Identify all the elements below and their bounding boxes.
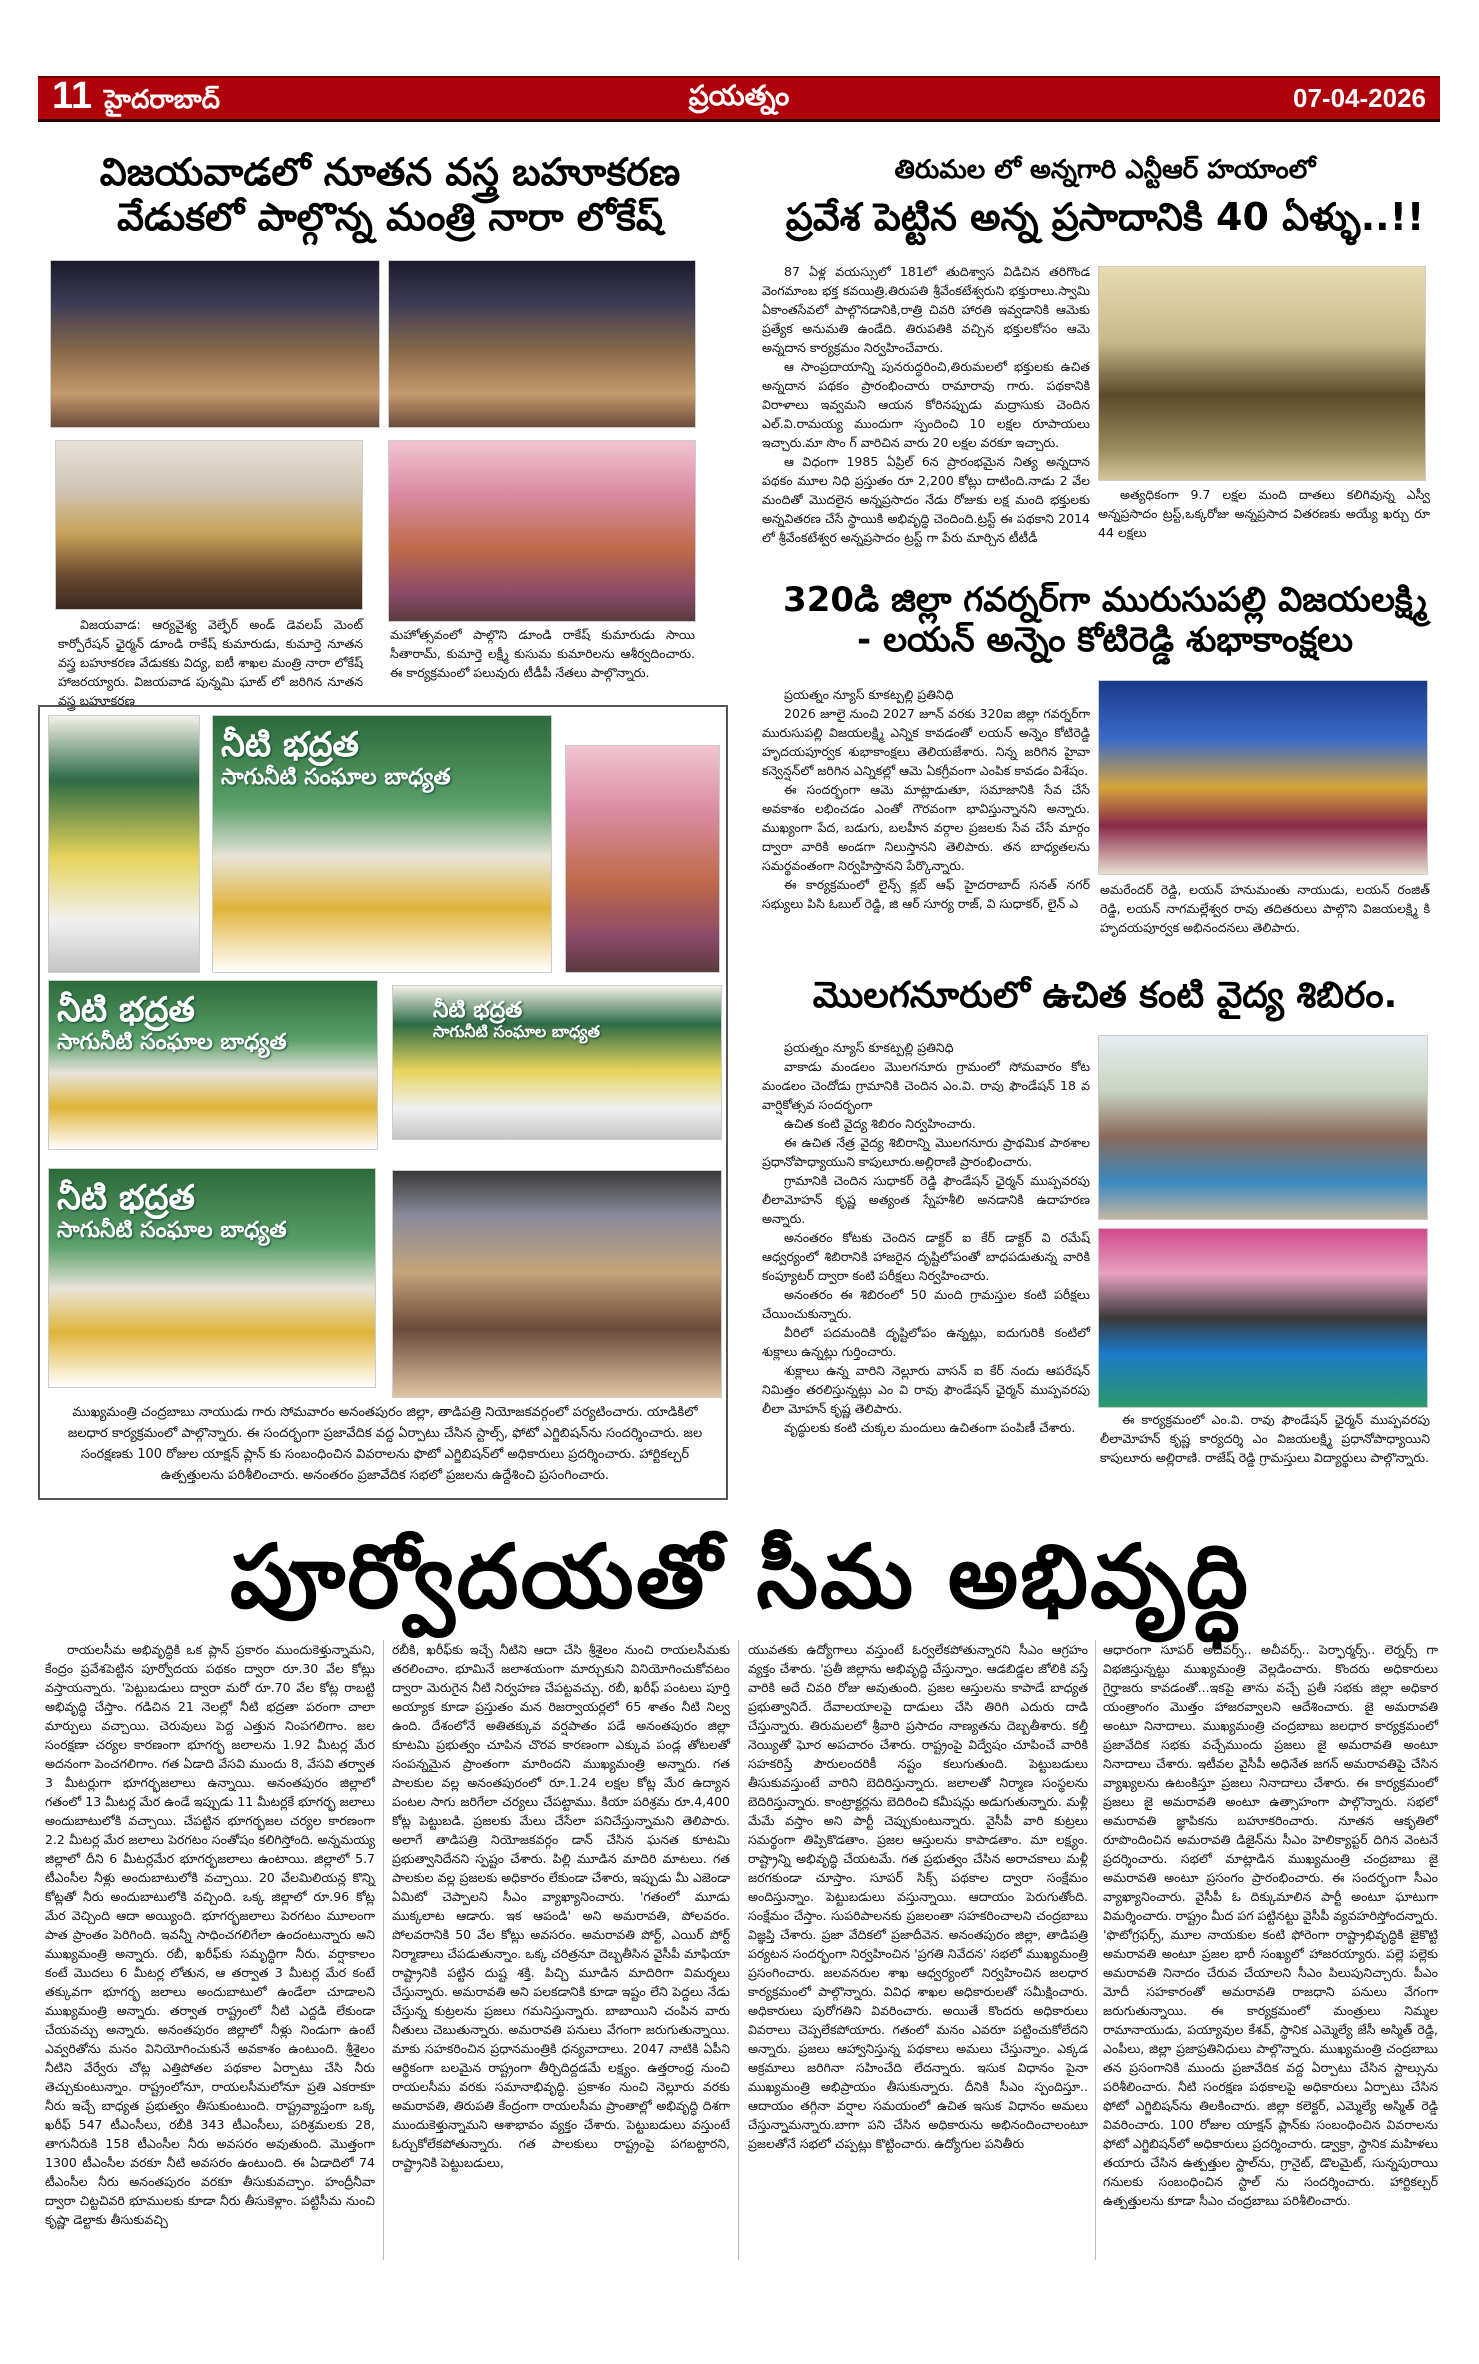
governor-photo-caption: అమరేందర్ రెడ్డి, లయన్ హనుమంతు నాయుడు, లయన్ రంజిత్ రెడ్డి, లయన్ నాగమల్లేశ్వర రావు తదితరులు పాల్గొని విజయలక్ష్మి కి హృదయపూర్వక అభినందనలు తెలిపారు. <box>1100 882 1430 935</box>
annaprasadam-kicker: తిరుమల లో అన్నగారి ఎన్టీఆర్ హయాంలో <box>894 155 1316 185</box>
lead-column-3: యువతకు ఉద్యోగాలు వస్తుంటే ఓర్వలేకపోతున్నారని సీఎం ఆగ్రహం వ్యక్తం చేశారు. 'ప్రతీ జిల్లాను అభివృద్ధి చేస్తున్నాం. ఆడబిడ్డల జోలికి వస్తే వారికి అదే చివరి రోజు అవుతుంది. ప్రజల ఆస్తులను కాపాడే బాధ్యత ప్రభుత్వానిదే. దేవాలయాలపై దాడులు చేసి తిరిగి ఎదురు దాడి చేస్తున్నారు. తిరుమలలో శ్రీవారి ప్రసాదం నాణ్యతను దెబ్బతీశారు. కల్తీ నెయ్యితో ఘోర అపచారం చేశారు. రాష్ట్రంపై విద్వేషం చూపించే వారికి సహకరిస్తే పౌరులందరికీ నష్టం కలుగుతుంది. పెట్టుబడులు తీసుకువస్తుంటే వారిని బెదిరిస్తున్నారు. జలాలతో నిర్మాణ సంస్థలను బెదిరిస్తున్నారు. కాంట్రాక్టర్లను బెదిరించి కమీషన్లు అడుగుతున్నారు. మళ్లీ మేమే వస్తాం అని పార్టీ చెప్పుకుంటున్నారు. వైసీపీ వారి కుట్రలు సమర్థంగా తిప్పికొడతాం. ప్రజల ఆస్తులను కాపాడతాం. మా లక్ష్యం. రాష్ట్రాన్ని అభివృద్ధి చేయటమే. గత ప్రభుత్వం చేసిన అరాచకాలు మళ్లీ జరగకుండా చూస్తాం. సూపర్ సిక్స్ పథకాల ద్వారా సంక్షేమం అందిస్తున్నాం. పెట్టుబడులు వస్తున్నాయి. ఆదాయం పెరుగుతోంది. సంక్షేమం చేస్తాం. సుపరిపాలనకు ప్రజలంతా సహకరించాలని చంద్రబాబు విజ్ఞప్తి చేశారు. ప్రజా వేదికలో ప్రజాదీవెన. అనంతపురం జిల్లా, తాడిపత్రి పర్యటన సందర్భంగా నిర్వహించిన 'ప్రగతి నివేదన' సభలో ముఖ్యమంత్రి ప్రసంగించారు. జలవనరుల శాఖ ఆధ్వర్యంలో నిర్వహించిన జలధార కార్యక్రమంలో పాల్గొన్నారు. వివిధ శాఖల అధికారులతో సమీక్షించారు. అధికారులు పురోగతిని వివరించారు. అయితే కొందరు అధికారులు వివరాలు చెప్పలేకపోయారు. గతంలో మనం ఎవరూ పట్టించుకోలేదని అన్నారు. ప్రజలు ఆహ్వానిస్తున్న పథకాలు అమలు చేస్తున్నాం. ఎక్కడ అక్రమాలు జరిగినా సహించేది లేదన్నారు. ఇసుక విధానం పైనా ముఖ్యమంత్రి అభిప్రాయం తీసుకున్నారు. దీనికి సీఎం స్పందిస్తూ.. ఆదాయం తగ్గినా వర్షాల సమయంలో ఉచిత ఇసుక విధానం అమలు చేస్తున్నామన్నారు.బాగా పని చేసిన అధికారును అభినందించాలంటూ ప్రజలతోనే సభలో చప్పట్లు కొట్టించారు. ఉద్యోగుల పనితీరు <box>748 1642 1088 2151</box>
annaprasadam-body: 87 ఏళ్ల వయస్సులో 181లో తుదిశ్వాస విడిచిన తరిగొండ వెంగమాంబ భక్త కవయిత్రి.తిరుపతి శ్రీవేంకటేశ్వరుని భక్తురాలు.స్వామి ఏకాంతసేవలో పాల్గొనడానికి,రాత్రి చివరి హారతి ఇవ్వడానికి ఆమెకు ప్రత్యేక అనుమతి ఉండేది. తిరుపతికి వచ్చిన భక్తులకోసం ఆమె అన్నదాన కార్యక్రమం నిర్వహించేవారు. ఆ సాంప్రదాయాన్ని పునరుద్ధరించి,తిరుమలలో భక్తులకు ఉచిత అన్నదాన పథకం ప్రారంభించారు రామారావు గారు. పథకానికి విరాళాలు ఇవ్వమని ఆయన కోరినప్పుడు మద్రాసుకు చెందిన ఎల్.వి.రామయ్య ముందుగా స్పందించి 10 లక్షల రూపాయలు ఇచ్చారు.మా సొం గ్ వారిచిన వారు 20 లక్షల వరకూ ఇచ్చారు. ఆ విధంగా 1985 ఏప్రిల్ 6న ప్రారంభమైన నిత్య అన్నదాన పథకం మూల నిధి ప్రస్తుతం రూ 2,200 కోట్లు దాటింది.నాడు 2 వేల మందితో మొదలైన అన్నప్రసాదం నేడు రోజుకు లక్ష మంది భక్తులకు అన్నవితరణ చేసే స్థాయికి అభివృద్ధి చెందింది.ట్రస్ట్ ఈ పథకాని 2014 లో శ్రీవేంకటేశ్వర అన్నప్రసాదం ట్రస్ట్ గా పేరు మార్చిన టీటీడీ <box>762 264 1090 545</box>
lokesh-caption-right: మహోత్సవంలో పాల్గొని డూండి రాకేష్ కుమారుడు సాయి సీతారామ్, కుమార్తె లక్ష్మీ కుసుమ కుమారిలను ఆశీర్వదించారు. ఈ కార్యక్రమంలో పలువురు టీడీపీ నేతలు పాల్గొన్నారు. <box>390 627 695 680</box>
lead-column-2: రబీకి, ఖరీఫ్‌కు ఇచ్చే నీటిని ఆదా చేసి శ్రీశైలం నుంచి రాయలసీమకు తరలించాం. భూమినే జలాశయంగా మార్చుకుని వినియోగించుకోవటం ద్వారా మెరుగైన నీటి నిర్వహణ చేపట్టవచ్చు. రబీ, ఖరీఫ్ పంటలు పూర్తి అయ్యాక కూడా ప్రస్తుతం మన రిజర్వాయర్లలో 65 శాతం నీటి నిల్వ ఉంది. దేశంలోనే అతితక్కువ వర్షపాతం పడే అనంతపురం జిల్లా కూటమి ప్రభుత్వం చూపిన చొరవ కారణంగా ఎక్కువ పండ్ల తోటలతో సంపన్నమైన ప్రాంతంగా మారిందని ముఖ్యమంత్రి అన్నారు. గత పాలకుల వల్ల అనంతపురంలో రూ.1.24 లక్షల కోట్ల మేర ఉద్యాన పంటల సాగు జరిగేలా చర్యలు చేపట్టాము. కియా పరిశ్రమ రూ.4,400 కోట్ల పెట్టుబడి. ప్రజలకు మేలు చేసేలా పనిచేస్తున్నామని తెలిపారు. అలాగే తాడిపత్రి నియోజకవర్గం డాన్ చేసిన ఘనత కూటమి ప్రభుత్వానిదేనని స్పష్టం చేశారు. పిల్లి మూడిన మాదిరి మాటలు. గత పాలకుల వల్ల ప్రజలకు అధికారం లేకుండా చేశారు, ఇప్పుడు మీ ఎజెండా ఏమిటో చెప్పాలని సీఎం వ్యాఖ్యానించారు. 'గతంలో మూడు ముక్కలాట ఆడారు. ఇక ఆపండి' అని అమరావతి, పోలవరం. పోలవరానికి 50 వేల కోట్లు అవసరం. అమరావతి పోర్ట్, ఎయిర్ పోర్ట్ నిర్మాణాలు చేపడుతున్నాం. ఒక్క చరిత్రనూ దెబ్బతీసిన వైసీపీ మాఫియా రాష్ట్రానికి పట్టిన దుష్ట శక్తి. పిచ్చి మూడిన మాదిరిగా విమర్శలు చేస్తున్నారు. అమరావతి అని పలకడానికి కూడా ఇష్టం లేని పెద్దలు నేడు చేస్తున్న కుట్రలను ప్రజలు గమనిస్తున్నారు. బాబాయిని చంపిన వారు నీతులు చెబుతున్నారు. అమరావతి పనులు వేగంగా జరుగుతున్నాయి. మాకు సహకరించిన ప్రధానమంత్రికి ధన్యవాదాలు. 2047 నాటికి ఏపీని ఆర్థికంగా బలమైన రాష్ట్రంగా తీర్చిదిద్దడమే లక్ష్యం. ఉత్తరాంధ్ర నుంచి రాయలసీమ వరకు సమానాభివృద్ధి. ప్రకాశం నుంచి నెల్లూరు వరకు అమరావతి, తిరుపతి కేంద్రంగా రాయలసీమ ప్రాంతాల్లో అభివృద్ధి దిశగా ముందుకెళ్తున్నామని ఆశాభావం వ్యక్తం చేశారు. పెట్టుబడులు వస్తుంటే ఓర్చుకోలేకపోతున్నారు. గత పాలకులు రాష్ట్రంపై పగబట్టారని, రాష్ట్రానికి పెట్టుబడులు, <box>392 1642 730 2170</box>
banner-text-2: నీటి భద్రత సాగునీటి సంఘాల బాధ్యత <box>57 990 287 1056</box>
eye-camp-photo-1 <box>1098 1035 1428 1220</box>
cm-banner-photo-1 <box>212 715 552 973</box>
page-number: 11 <box>52 74 93 117</box>
masthead-bar <box>38 76 1440 122</box>
eye-camp-headline: మొలగనూరులో ఉచిత కంటి వైద్య శిబిరం. <box>812 975 1398 1016</box>
governor-headline-line2: - లయన్ అన్నెం కోటిరెడ్డి శుభాకాంక్షలు <box>857 620 1353 661</box>
lokesh-caption-left: విజయవాడ: ఆర్యవైశ్య వెల్ఫేర్ అండ్ డెవలప్ మెంట్ కార్పోరేషన్ ఛైర్మన్ డూండి రాకేష్ కుమారుడు, కుమార్తె నూతన వస్త్ర బహూకరణ వేడుకకు విద్య, ఐటీ శాఖల మంత్రి నారా లోకేష్ హాజరయ్యారు. విజయవాడ పున్నమి ఘాట్ లో జరిగిన నూతన వస్త్ర బహూకరణ <box>58 617 363 708</box>
cm-crowd-photo <box>392 1170 722 1398</box>
cm-banner-photo-2 <box>48 980 378 1150</box>
governor-body: ప్రయత్నం న్యూస్ కూకట్పల్లి ప్రతినిధి 2026 జూలై నుంచి 2027 జూన్ వరకు 320ఐ జిల్లా గవర్నర్‌గా మురుసుపల్లి విజయలక్ష్మి ఎన్నిక కావడంతో లయన్ అన్నెం కోటిరెడ్డి హృదయపూర్వక శుభాకాంక్షలు తెలియజేశారు. నిన్న జరిగిన హైవా కన్వెన్షన్‌లో జరిగిన ఎన్నికల్లో ఆమె ఏకగ్రీవంగా ఎంపిక కావడం విశేషం. ఈ సందర్భంగా ఆమె మాట్లాడుతూ, సమాజానికి సేవ చేసే అవకాశం లభించడం ఎంతో గౌరవంగా భావిస్తున్నానని అన్నారు. ముఖ్యంగా పేద, బడుగు, బలహీన వర్గాల ప్రజలకు సేవ చేసే మార్గం ద్వారా వారికి అండగా నిలుస్తానని తెలిపారు. తన బాధ్యతలను సమర్థవంతంగా నిర్వహిస్తానని పేర్కొన్నారు. ఈ కార్యక్రమంలో లైన్స్ క్లబ్ ఆఫ్ హైదరాబాద్ సనత్ నగర్ సభ్యులు పిసి ఓబుల్ రెడ్డి, జి ఆర్ సూర్య రాజ్, వి సుధాకర్, లైన్ ఎ <box>762 687 1090 911</box>
eye-camp-photo-2 <box>1098 1228 1428 1408</box>
annaprasadam-headline: ప్రవేశ పెట్టిన అన్న ప్రసాదానికి 40 ఏళ్ళు..!! <box>785 195 1425 239</box>
governor-headline <box>760 580 1450 660</box>
newspaper-brand: ప్రయత్నం <box>688 78 790 112</box>
lokesh-headline-line1: విజయవాడలో నూతన వస్త్ర బహూకరణ <box>99 150 681 194</box>
lead-column-4: ఆధారంగా సూపర్ అచీవర్స్.. అచీవర్స్.. పెర్ఫార్మర్స్.. లెర్నర్స్ గా విభజిస్తున్నట్టు ముఖ్యమంత్రి వెల్లడించారు. కొందరు అధికారులు గైర్హాజరు కావడంతో...ఇకపై తాను వచ్చే ప్రతీ సభకు జిల్లా అధికార యంత్రాంగం మొత్తం హాజరవ్వాలని ఆదేశించారు. జై అమరావతి అంటూ నినాదాలు. ముఖ్యమంత్రి చంద్రబాబు జలధార కార్యక్రమంలో ప్రజావేదిక సభకు వచ్చేముందు ప్రజలు జై అమరావతి అంటూ నినాదాలు చేశారు. ఇటీవల వైసీపీ అధినేత జగన్ అమరావతిపై చేసిన వ్యాఖ్యలను ఉటంకిస్తూ ప్రజలు నినాదాలు చేశారు. ఈ కార్యక్రమంలో ప్రజలు జై అమరావతి అంటూ ఉత్సాహంగా పాల్గొన్నారు. సభలో అమరావతి జ్ఞాపికను బహూకరించారు. నూతన ఆకృతిలో రూపొందించిన అమరావతి డిజైన్‌ను సీఎం హెలిక్యాప్టర్ దిగిన వెంటనే ప్రదర్శించారు. సభలో మాట్లాడిన ముఖ్యమంత్రి చంద్రబాబు జై అమరావతి అంటూ ప్రసంగం ప్రారంభించారు. ఈ సందర్భంగా సీఎం వ్యాఖ్యానించారు. వైసీపీ ఓ దిక్కుమాలిన పార్టీ అంటూ ఘాటుగా విమర్శించారు. రాష్ట్రం మీద పగ పట్టినట్టు వైసీపీ వ్యవహరిస్తోందన్నారు. 'ఫొటోగ్రఫర్స్, మూల నాయకుల కంటి ఫోరెంగా రాష్ట్రాభివృద్ధికి జైకొట్టి అమరావతి అంటూ ప్రజల భారీ సంఖ్యలో హాజరయ్యారు. పల్లె పల్లెకు అమరావతి నినాదం చేరువ చేయాలని సీఎం పిలుపునిచ్చారు. పీఎం మోదీ సహకారంతో అమరావతి రాజధాని పనులు వేగంగా జరుగుతున్నాయి. ఈ కార్యక్రమంలో మంత్రులు నిమ్మల రామానాయుడు, పయ్యావుల కేశవ్, స్థానిక ఎమ్మెల్యే జేసీ అస్మిత్ రెడ్డి, ఎంపీలు, జిల్లా ప్రజాప్రతినిధులు పాల్గొన్నారు. ముఖ్యమంత్రి చంద్రబాబు తన ప్రసంగానికి ముందు ప్రజావేదిక వద్ద ఏర్పాటు చేసిన స్టాల్సును పరిశీలించారు. నీటి సంరక్షణ పథకాలపై అధికారులు ఏర్పాటు చేసిన ఫోటో ఎగ్జిబిషన్‌ను తిలకించారు. జిల్లా కలెక్టర్, ఎమ్మెల్యే అస్మిత్ రెడ్డి వివరించారు. 100 రోజుల యాక్షన్ ప్లాన్‌కు సంబంధించిన వివరాలను ఫోటో ఎగ్జిబిషన్‌లో అధికారులు ప్రదర్శించారు. డ్వాక్రా, స్థానిక మహిళలు తయారు చేసిన ఉత్పత్తుల స్టాల్‌ను, గ్రానైట్, డొలమైట్, సున్నపురాయి గనులకు సంబంధించిన స్టాల్ ను సందర్శించారు. హార్టికల్చర్ ఉత్పత్తులను కూడా సీఎం చంద్రబాబు పరిశీలించారు. <box>1103 1642 1438 2208</box>
lead-headline: పూర్వోదయతో సీమ అభివృద్ధి <box>230 1525 1250 1628</box>
column-divider <box>738 1640 739 2260</box>
column-divider <box>1095 1640 1096 2260</box>
masthead-left <box>52 74 220 121</box>
annaprasadam-photo-caption: అత్యధికంగా 9.7 లక్షల మంది దాతలు కలిగివున్న ఎస్వీ అన్నప్రసాదం ట్రస్ట్,ఒక్కరోజు అన్నప్రసాద వితరణకు అయ్యే ఖర్చు రూ 44 లక్షలు <box>1098 487 1430 540</box>
banner-text: నీటి భద్రత సాగునీటి సంఘాల బాధ్యత <box>221 725 451 791</box>
lokesh-headline <box>45 150 735 240</box>
lokesh-headline-line2: వేడుకలో పాల్గొన్న మంత్రి నారా లోకేష్ <box>117 194 663 239</box>
banner-text-4: నీటి భద్రత సాగునీటి సంఘాల బాధ్యత <box>57 1178 287 1244</box>
edition-date: 07-04-2026 <box>1293 83 1426 113</box>
annaprasadam-archive-photo <box>1098 266 1426 481</box>
edition-city: హైదరాబాద్ <box>104 84 220 115</box>
governor-headline-line1: 320డి జిల్లా గవర్నర్‌గా మురుసుపల్లి విజయలక్ష్మి <box>783 580 1427 620</box>
cm-audience-photo-small <box>565 745 720 973</box>
governor-photo <box>1098 680 1428 875</box>
column-divider <box>383 1640 384 2260</box>
lokesh-photo-group <box>388 440 696 622</box>
eye-camp-dateline: ప్రయత్నం న్యూస్ కూకట్పల్లి ప్రతినిధి <box>784 1040 954 1055</box>
cm-event-caption: ముఖ్యమంత్రి చంద్రబాబు నాయుడు గారు సోమవారం అనంతపురం జిల్లా, తాడిపత్రి నియోజకవర్గంలో పర్యటించారు. యాడికిలో జలధార కార్యక్రమంలో పాల్గొన్నారు. ఈ సందర్భంగా ప్రజావేదిక వద్ద ఏర్పాటు చేసిన స్టాల్స్, ఫోటో ఎగ్జిబిషన్‌ను సందర్శించారు. జల సంరక్షణకు 100 రోజుల యాక్షన్ ప్లాన్ కు సంబంధించిన వివరాలను ఫొటో ఎగ్జిబిషన్‌లో అధికారులు ప్రదర్శించారు. హార్టికల్చర్ ఉత్పత్తులను పరిశీలించారు. అనంతరం ప్రజావేదిక సభలో ప్రజలను ఉద్దేశించి ప్రసంగించారు. <box>67 1405 703 1483</box>
lokesh-photo-blessing <box>55 440 363 610</box>
cm-podium-photo <box>48 715 200 973</box>
banner-text-3: నీటి భద్రత సాగునీటి సంఘాల బాధ్యత <box>433 998 600 1042</box>
lokesh-photo-crowd-1 <box>50 260 380 428</box>
lead-column-1: రాయలసీమ అభివృద్ధికి ఒక ప్లాన్ ప్రకారం ముందుకెళ్తున్నామని, కేంద్రం ప్రవేశపెట్టిన పూర్వోదయ పథకం ద్వారా రూ.30 వేల కోట్లు వస్తాయన్నారు. 'పెట్టుబడులు ద్వారా మరో రూ.70 వేల కోట్ల రాబట్టి అభివృద్ధి చేస్తాం. గడిచిన 21 నెలల్లో నీటి భద్రతా పరంగా చాలా మార్పులు వచ్చాయి. చెరువులు పెద్ద ఎత్తున నింపగలిగాం. జల సంరక్షణా చర్యల కారణంగా భూగర్భ జలాలను 1.92 మీటర్ల మేర అదనంగా పెంచగలిగాం. గత ఏడాది వేసవి ముందు 8, వేసవి తర్వాత 3 మీటర్లుగా భూగర్భజలాలు ఉన్నాయి. అనంతపురం జిల్లాలో గతంలో 13 మీటర్ల మేర ఉండే ఇప్పుడు 11 మీటర్లకే భూగర్భ జలాలు అందుబాటులోకి వచ్చాయి. చేపట్టిన భూగర్భజల చర్యల కారణంగా 2.2 మీటర్ల మేర జలాలు పెరగటం సంతోషం కలిగిస్తోంది. అన్నమయ్య జిల్లాలో దీని 6 మీటర్లమేర భూగర్భజలాలు ఉంటాయి. జిల్లాలో 5.7 టీఎంసీల నీళ్లు అందుబాటులోకి వచ్చాయి. 20 వేలమిలియన్ల కొన్ని కోట్లతో నీరు అందుబాటులోకి వచ్చింది. ఒక్క జిల్లాలో రూ.96 కోట్ల మేర వెచ్చింది ఆదా అయ్యింది. భూగర్భజలాలు పెరగటం మూలంగా పాత ప్రాంతం పెరిగింది. ఇవన్నీ సాధించగలిగేలా ఉందంటున్నారు అని ముఖ్యమంత్రి అన్నారు. రబీ, ఖరీఫ్‌కు సమృద్ధిగా నీరు. వర్షాకాలం కంటే మొదలు 6 మీటర్ల లోతున, ఆ తర్వాత 3 మీటర్ల మేర కంటే తక్కువగా భూగర్భ జలాలు అందుబాటులో ఉండేలా చూడాలని ముఖ్యమంత్రి అన్నారు. తర్వాత రాష్ట్రంలో నీటి ఎద్దడి లేకుండా చేయవచ్చు అన్నారు. అనంతపురం జిల్లాలో నీళ్లు నిండుగా ఉంటే ఎవ్వరితోను మనం వినియోగించుకునే అవకాశం ఉంటుంది. శ్రీశైలం నీటిని వేర్వేరు చోట్ల ఎత్తిపోతల పథకాల ఏర్పాటు చేసి నీరు తెచ్చుకుంటున్నాం. రాష్ట్రంలోనూ, రాయలసీమలోనూ ప్రతి ఎకరాకూ నీరు ఇచ్చే బాధ్యత ప్రభుత్వం తీసుకుంటుంది. రాష్ట్రవ్యాప్తంగా ఒక్క ఖరీఫ్ 547 టీఎంసీలు, రబీకి 343 టీఎంసీలు, పరిశ్రమలకు 28, తాగునీరుకి 158 టీఎంసీల నీరు అవసరం అవుతుంది. మొత్తంగా 1300 టీఎంసీల వరకూ నీటి అవసరం ఉంటుంది. ఈ ఏడాదిలో 74 టీఎంసీల నీరు అనంతపురం వరకూ తీసుకువచ్చాం. హంద్రీనీవా ద్వారా చిట్టచివరి భూములకు కూడా నీరు తీసుకెళ్లాం. పట్టిసీమ నుంచి కృష్ణా డెల్టాకు తీసుకువచ్చి <box>45 1642 375 2227</box>
cm-stage-photo <box>392 985 722 1140</box>
eye-camp-photo-caption: ఈ కార్యక్రమంలో ఎం.వి. రావు ఫౌండేషన్ ఛైర్మన్ ముప్పవరపు లీలామోహన్ కృష్ణ కార్యదర్శి ఎం విజయలక్ష్మి ప్రధానోపాధ్యాయిని కాపులూరు అల్లిరాణి. రాజేష్ రెడ్డి గ్రామస్తులు విద్యార్థులు పాల్గొన్నారు. <box>1100 1412 1430 1465</box>
cm-speech-photo <box>48 1168 376 1388</box>
lokesh-photo-crowd-2 <box>388 260 696 428</box>
eye-camp-body: ప్రయత్నం న్యూస్ కూకట్పల్లి ప్రతినిధి వాకాడు మండలం మొలగనూరు గ్రామంలో సోమవారం కోట మండలం చెందోడు గ్రామానికి చెందిన ఎం.వి. రావు ఫౌండేషన్ 18 వ వార్షికోత్సవ సందర్భంగా ఉచిత కంటి వైద్య శిబిరం నిర్వహించారు. ఈ ఉచిత నేత్ర వైద్య శిబిరాన్ని మొలగనూరు ప్రాథమిక పాఠశాల ప్రధానోపాధ్యాయుని కాపులూరు.అల్లిరాణి ప్రారంభించారు. గ్రామానికి చెందిన సుధాకర్ రెడ్డి ఫౌండేషన్ ఛైర్మన్ ముప్పవరపు లీలామోహన్ కృష్ణ అత్యంత స్నేహశీలి అనడానికి ఉదాహరణ అన్నారు. అనంతరం కోటకు చెందిన డాక్టర్ ఐ కేర్ డాక్టర్ వి రమేష్ ఆధ్వర్యంలో శిబిరానికి హాజరైన దృష్టిలోపంతో బాధపడుతున్న వారికి కంప్యూటర్ ద్వారా కంటి పరీక్షలు నిర్వహించారు. అనంతరం ఈ శిబిరంలో 50 మంది గ్రామస్తుల కంటి పరీక్షలు చేయించుకున్నారు. వీరిలో పదమందికి దృష్టిలోపం ఉన్నట్లు, ఐదుగురికి కంటిలో శుక్లాలు ఉన్నట్లు గుర్తించారు. శుక్లాలు ఉన్న వారిని నెల్లూరు వాసన్ ఐ కేర్ నందు ఆపరేషన్ నిమిత్తం తరలిస్తున్నట్లు ఎం వి రావు ఫౌండేషన్ ఛైర్మన్ ముప్పవరపు లీలా మోహన్ కృష్ణ తెలిపారు. వృద్ధులకు కంటి చుక్కల మందులు ఉచితంగా పంపిణీ చేశారు. <box>762 1040 1090 1435</box>
governor-dateline: ప్రయత్నం న్యూస్ కూకట్పల్లి ప్రతినిధి <box>784 687 954 702</box>
